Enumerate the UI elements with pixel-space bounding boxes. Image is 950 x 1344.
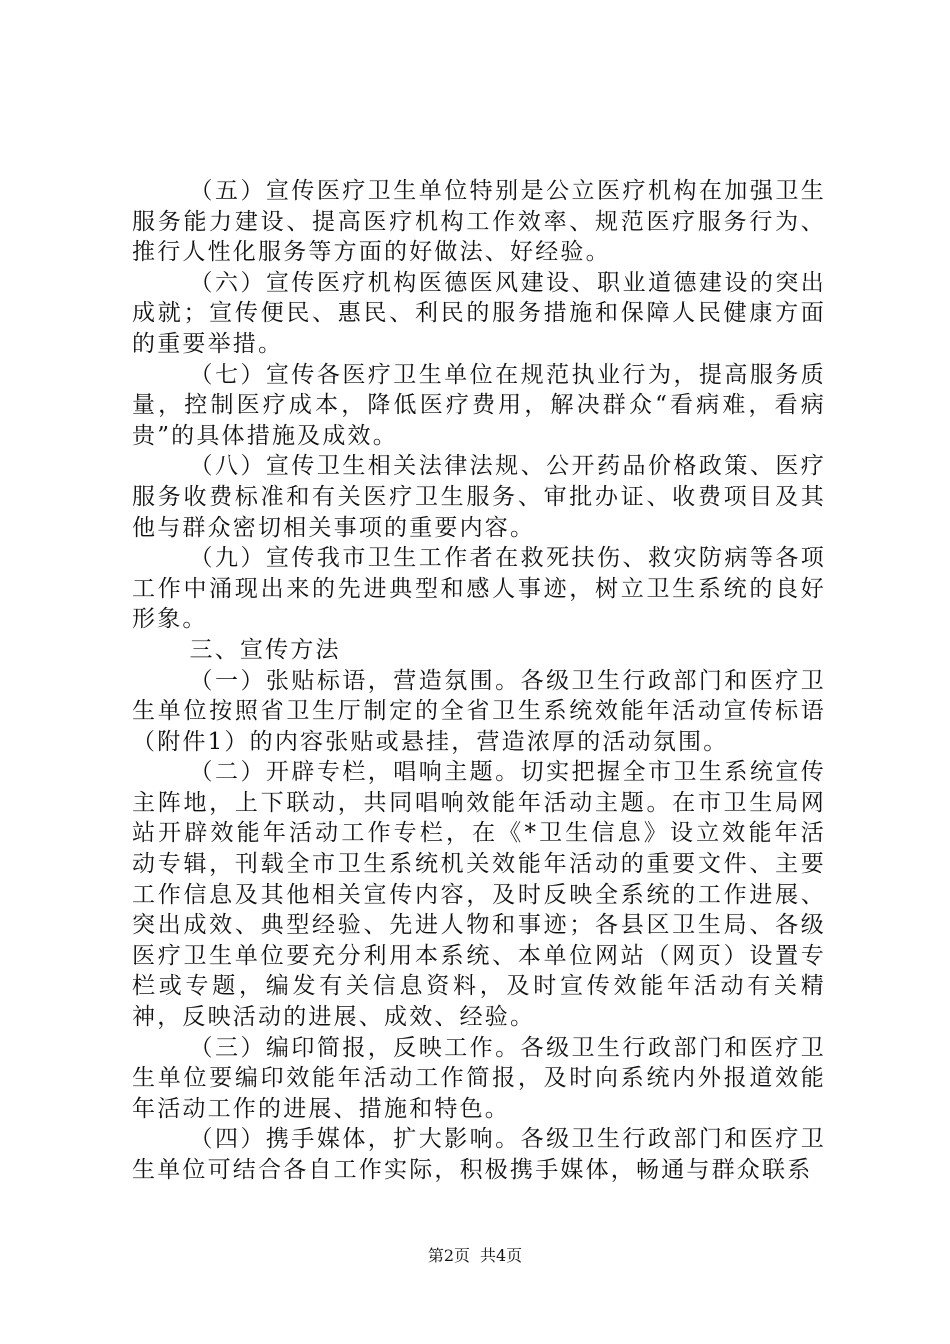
paragraph-9: （九）宣传我市卫生工作者在救死扶伤、救灾防病等各项工作中涌现出来的先进典型和感人事迹，树立卫生系统的良好形象。 [132,545,826,633]
section-heading-methods: 三、宣传方法 [189,636,341,663]
method-paragraph-4: （四）携手媒体，扩大影响。各级卫生行政部门和医疗卫生单位可结合各自工作实际，积极携手媒体，畅通与群众联系 [132,1126,826,1183]
document-body [132,176,826,1186]
method-paragraph-3: （三）编印简报，反映工作。各级卫生行政部门和医疗卫生单位要编印效能年活动工作简报，及时向系统内外报道效能年活动工作的进展、措施和特色。 [132,1034,826,1122]
method-paragraph-2: （二）开辟专栏，唱响主题。切实把握全市卫生系统宣传主阵地，上下联动，共同唱响效能年活动主题。在市卫生局网站开辟效能年活动工作专栏，在《*卫生信息》设立效能年活动专辑，刊载全市卫生系统机关效能年活动的重要文件、主要工作信息及其他相关宣传内容，及时反映全系统的工作进展、突出成效、典型经验、先进人物和事迹；各县区卫生局、各级医疗卫生单位要充分利用本系统、本单位网站（网页）设置专栏或专题，编发有关信息资料，及时宣传效能年活动有关精神，反映活动的进展、成效、经验。 [132,759,826,1031]
page-number: 第2页 [427,1246,470,1265]
page-total: 共4页 [480,1246,523,1265]
page-footer [0,1243,950,1266]
paragraph-6: （六）宣传医疗机构医德医风建设、职业道德建设的突出成就；宣传便民、惠民、利民的服务措施和保障人民健康方面的重要举措。 [132,269,826,357]
paragraph-8: （八）宣传卫生相关法律法规、公开药品价格政策、医疗服务收费标准和有关医疗卫生服务、审批办证、收费项目及其他与群众密切相关事项的重要内容。 [132,453,826,541]
method-paragraph-1: （一）张贴标语，营造氛围。各级卫生行政部门和医疗卫生单位按照省卫生厅制定的全省卫生系统效能年活动宣传标语（附件1）的内容张贴或悬挂，营造浓厚的活动氛围。 [132,667,826,755]
paragraph-5: （五）宣传医疗卫生单位特别是公立医疗机构在加强卫生服务能力建设、提高医疗机构工作效率、规范医疗服务行为、推行人性化服务等方面的好做法、好经验。 [132,178,826,266]
paragraph-7: （七）宣传各医疗卫生单位在规范执业行为，提高服务质量，控制医疗成本，降低医疗费用，解决群众“看病难，看病贵”的具体措施及成效。 [132,361,826,449]
